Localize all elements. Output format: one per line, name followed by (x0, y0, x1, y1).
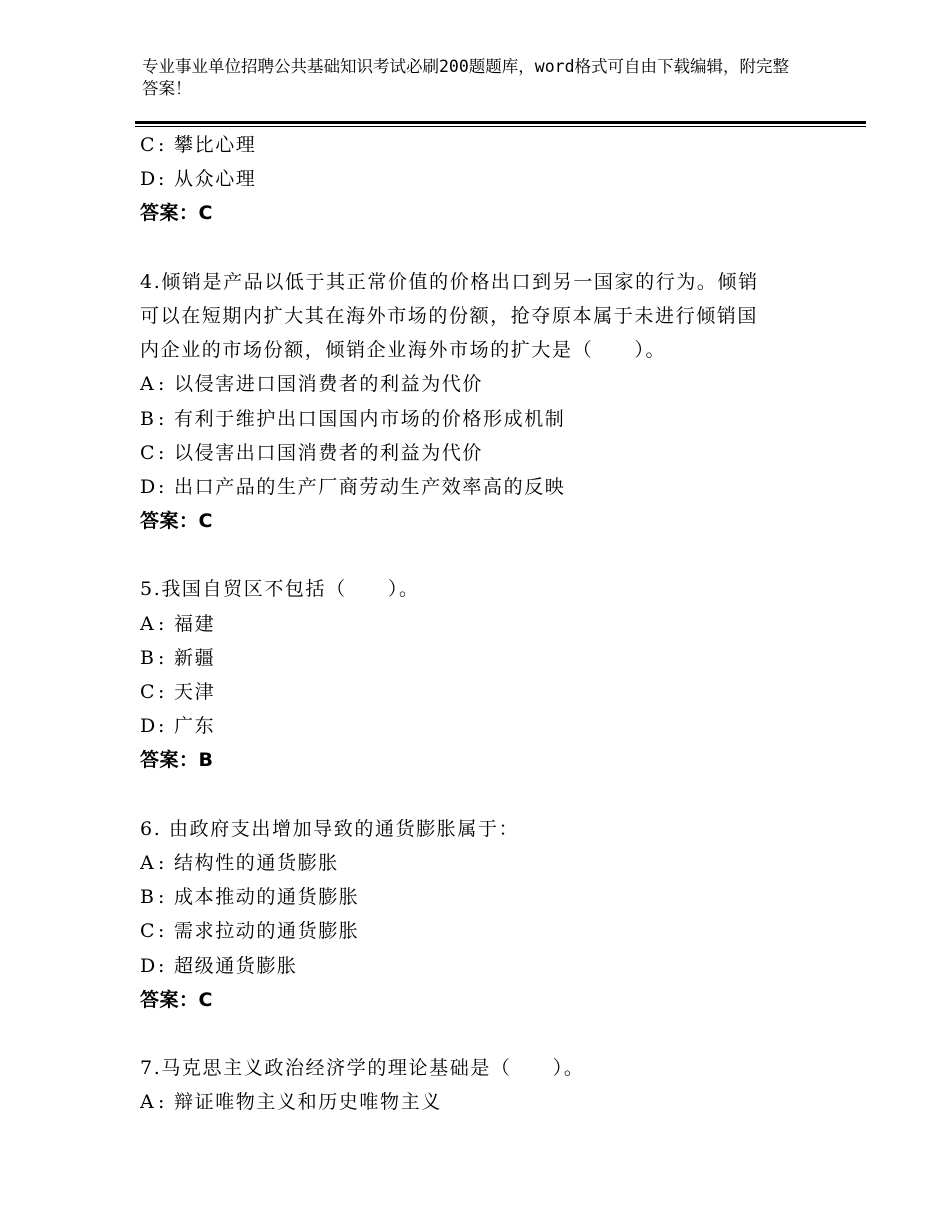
option-line: D : 超级通货膨胀 (140, 954, 298, 977)
header-rule-thin (135, 126, 866, 127)
page-header: 专业事业单位招聘公共基础知识考试必刷200题题库，word格式可自由下载编辑，附完整答案！ (142, 57, 790, 98)
question-line: 5.我国自贸区不包括（ ）。 (140, 578, 420, 601)
option-line: C : 攀比心理 (140, 134, 257, 156)
option-line: B : 成本推动的通货膨胀 (140, 886, 360, 909)
question-line: 4.倾销是产品以低于其正常价值的价格出口到另一国家的行为。倾销 (140, 270, 759, 293)
option-line: C : 需求拉动的通货膨胀 (140, 920, 360, 943)
spacer (140, 778, 820, 812)
spacer (140, 1017, 820, 1051)
answer-line: 答案：C (140, 510, 213, 533)
option-line: D : 出口产品的生产厂商劳动生产效率高的反映 (140, 475, 566, 498)
header-rule-thick (135, 121, 866, 124)
option-line: A : 结构性的通货膨胀 (140, 851, 339, 874)
option-line: B : 新疆 (140, 646, 216, 669)
option-line: B : 有利于维护出口国国内市场的价格形成机制 (140, 407, 566, 430)
question-line: 内企业的市场份额，倾销企业海外市场的扩大是（ ）。 (140, 339, 667, 362)
answer-line: 答案：C (140, 202, 213, 225)
option-line: D : 从众心理 (140, 168, 257, 191)
option-line: A : 辩证唯物主义和历史唯物主义 (140, 1091, 442, 1114)
question-line: 7.马克思主义政治经济学的理论基础是（ ）。 (140, 1057, 585, 1080)
option-line: D : 广东 (140, 715, 216, 738)
option-line: A : 福建 (140, 612, 216, 635)
option-line: A : 以侵害进口国消费者的利益为代价 (140, 373, 484, 396)
option-line: C : 以侵害出口国消费者的利益为代价 (140, 441, 484, 464)
question-line: 可以在短期内扩大其在海外市场的份额，抢夺原本属于未进行倾销国 (140, 304, 759, 327)
option-line: C : 天津 (140, 681, 216, 703)
question-content (140, 128, 820, 1119)
answer-line: 答案：C (140, 988, 213, 1011)
answer-line: 答案：B (140, 749, 214, 772)
spacer (140, 231, 820, 265)
question-line: 6. 由政府支出增加导致的通货膨胀属于： (140, 817, 520, 840)
spacer (140, 538, 820, 572)
